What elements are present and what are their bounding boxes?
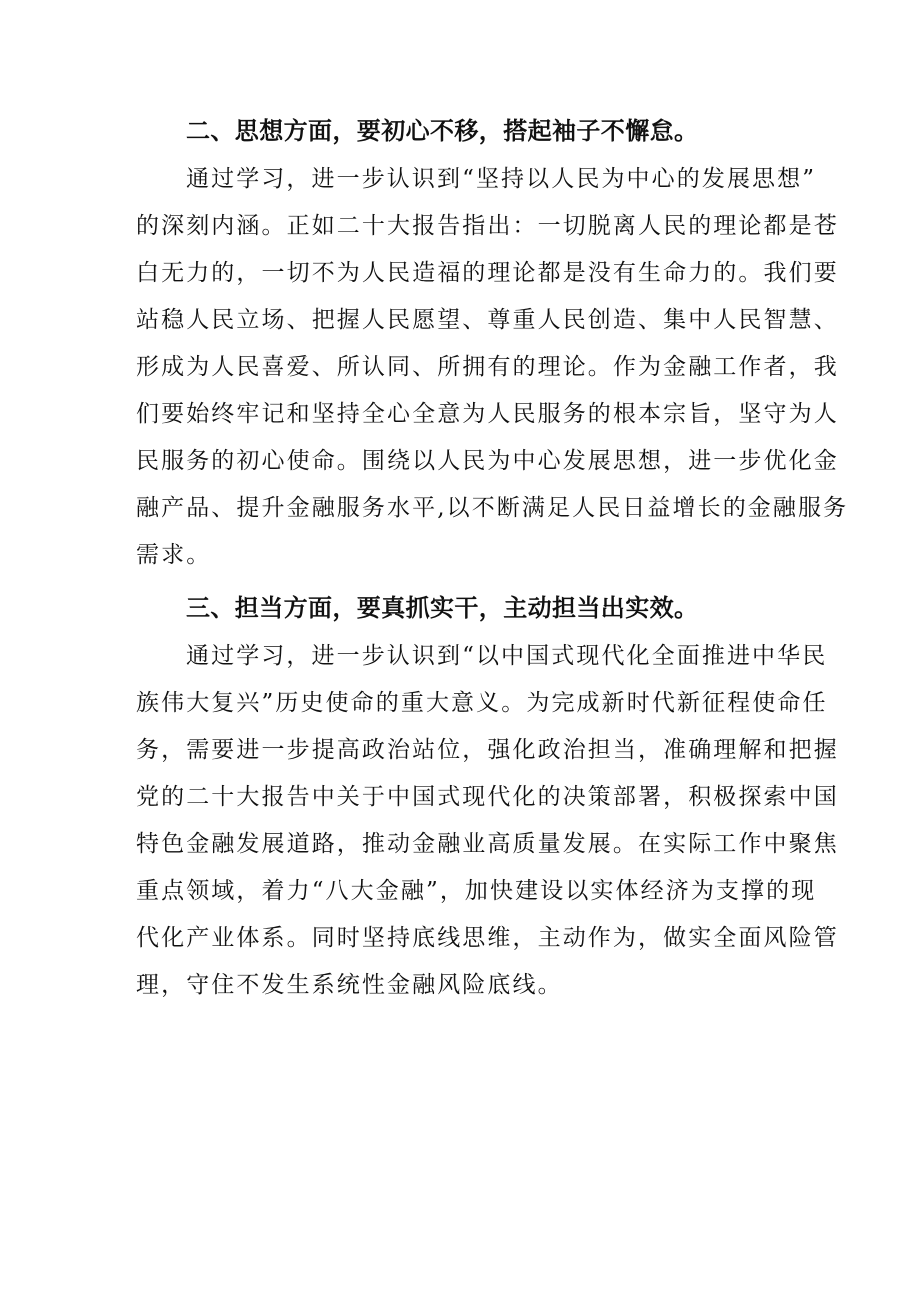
paragraph-line: 站稳人民立场、把握人民愿望、尊重人民创造、集中人民智慧、: [136, 307, 839, 333]
paragraph-line: 务，需要进一步提高政治站位，强化政治担当，准确理解和把握: [136, 737, 839, 763]
paragraph-line: 融产品、提升金融服务水平,以不断满足人民日益增长的金融服务: [136, 495, 849, 521]
section-heading-thought: 二、思想方面，要初心不移，搭起袖子不懈怠。: [186, 117, 699, 145]
paragraph-line: 需求。: [136, 542, 212, 568]
paragraph-line: 民服务的初心使命。围绕以人民为中心发展思想，进一步优化金: [136, 448, 839, 474]
document-body: [136, 106, 849, 1009]
paragraph-line: 通过学习，进一步认识到“以中国式现代化全面推进中华民: [186, 643, 828, 669]
paragraph-line: 代化产业体系。同时坚持底线思维，主动作为，做实全面风险管: [136, 925, 839, 951]
paragraph-line: 党的二十大报告中关于中国式现代化的决策部署，积极探索中国: [136, 784, 839, 810]
paragraph-thought: [136, 156, 849, 579]
section-heading-responsibility: 三、担当方面，要真抓实干，主动担当出实效。: [186, 594, 699, 622]
paragraph-line: 重点领域，着力“八大金融”，加快建设以实体经济为支撑的现: [136, 878, 817, 904]
paragraph-line: 白无力的，一切不为人民造福的理论都是没有生命力的。我们要: [136, 260, 839, 286]
paragraph-line: 形成为人民喜爱、所认同、所拥有的理论。作为金融工作者，我: [136, 354, 839, 380]
paragraph-line: 特色金融发展道路，推动金融业高质量发展。在实际工作中聚焦: [136, 831, 839, 857]
paragraph-line: 理，守住不发生系统性金融风险底线。: [136, 972, 563, 998]
paragraph-line: 族伟大复兴”历史使命的重大意义。为完成新时代新征程使命任: [136, 690, 828, 716]
paragraph-line: 的深刻内涵。正如二十大报告指出：一切脱离人民的理论都是苍: [136, 213, 839, 239]
paragraph-line: 们要始终牢记和坚持全心全意为人民服务的根本宗旨，坚守为人: [136, 401, 839, 427]
paragraph-line: 通过学习，进一步认识到“坚持以人民为中心的发展思想”: [186, 166, 817, 192]
paragraph-responsibility: [136, 633, 839, 1009]
